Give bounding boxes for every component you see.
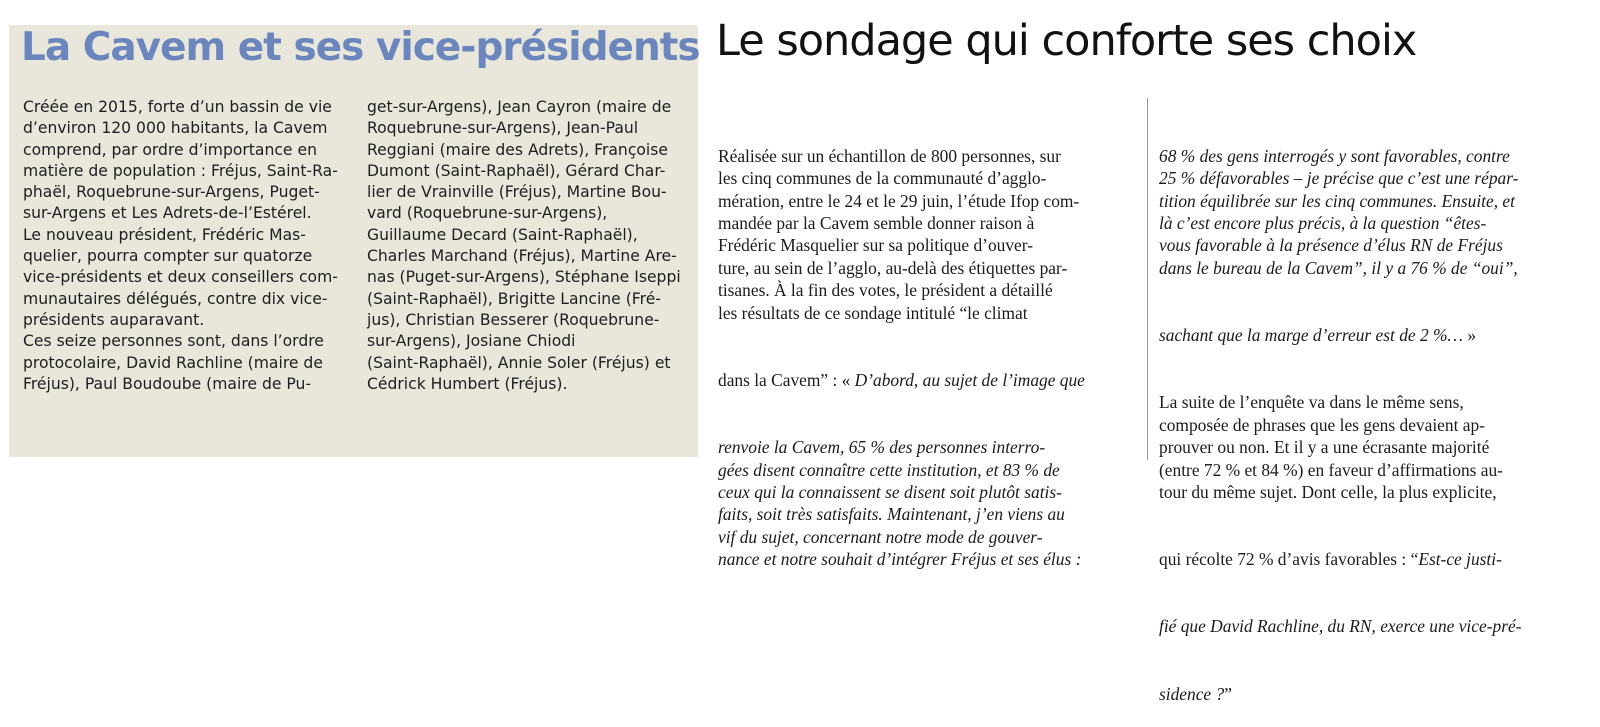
text-line: lier de Vrainville (Fréjus), Martine Bou-	[367, 183, 667, 202]
text-line: 68 % des gens interrogés y sont favorables, contre	[1159, 145, 1510, 166]
text-line: Ces seize personnes sont, dans l’ordre	[23, 332, 324, 351]
article-col2-quote	[1159, 145, 1521, 279]
text-line: présidents auparavant.	[23, 310, 205, 329]
text-line: Guillaume Decard (Saint-Raphaël),	[367, 225, 638, 244]
text-line: fié que David Rachline, du RN, exerce une vice-pré-	[1159, 616, 1522, 637]
text-line: Réalisée sur un échantillon de 800 personnes, sur	[718, 145, 1061, 166]
text-line: Dumont (Saint-Raphaël), Gérard Char-	[367, 161, 666, 180]
text-line: Créée en 2015, forte d’un bassin de vie	[23, 98, 332, 116]
article-col2-question-start	[1159, 548, 1521, 570]
question-closing: sidence ?	[1159, 683, 1225, 704]
text-line: (entre 72 % et 84 %) en faveur d’affirmations au-	[1159, 459, 1503, 480]
article-title: Le sondage qui conforte ses choix	[716, 16, 1417, 66]
sidebar-title: La Cavem et ses vice-présidents	[21, 25, 700, 70]
text-line: vous favorable à la présence d’élus RN de Fréjus	[1159, 235, 1503, 256]
text-line: tour du même sujet. Dont celle, la plus explicite,	[1159, 481, 1497, 502]
text-line: quelier, pourra compter sur quatorze	[23, 247, 313, 266]
text-line: (Saint-Raphaël), Brigitte Lancine (Fré-	[367, 289, 661, 308]
text-line: Roquebrune-sur-Argens), Jean-Paul	[367, 119, 639, 138]
text-line: vard (Roquebrune-sur-Argens),	[367, 204, 608, 223]
question-lead-in: qui récolte 72 % d’avis favorables : “	[1159, 549, 1419, 570]
text-line: sur-Argens), Josiane Chiodi	[367, 332, 576, 351]
text-line: La suite de l’enquête va dans le même sens,	[1159, 392, 1464, 413]
text-line: les cinq communes de la communauté d’agglo-	[718, 168, 1047, 189]
quote-opening: D’abord, au sujet de l’image que	[854, 369, 1085, 390]
text-line: comprend, par ordre d’importance en	[23, 140, 317, 159]
text-line: tisanes. À la fin des votes, le président a détaillé	[718, 280, 1053, 301]
text-line: nas (Puget-sur-Argens), Stéphane Iseppi	[367, 268, 681, 287]
text-line: sur-Argens et Les Adrets-de-l’Estérel.	[23, 204, 312, 223]
text-line: gées disent connaître cette institution, et 83 % de	[718, 459, 1060, 480]
article-col2-question-end	[1159, 683, 1521, 705]
article-col2-body	[1159, 391, 1521, 503]
text-line: protocolaire, David Rachline (maire de	[23, 353, 323, 372]
text-line: prouver ou non. Et il y a une écrasante majorité	[1159, 437, 1490, 458]
article-col1-quote	[718, 436, 1085, 570]
text-line: Cédrick Humbert (Fréjus).	[367, 374, 568, 393]
text-line: mandée par la Cavem semble donner raison à	[718, 213, 1035, 234]
text-line: ceux qui la connaissent se disent soit plutôt satis-	[718, 481, 1062, 502]
text-line: matière de population : Fréjus, Saint-Ra-	[23, 161, 338, 180]
text-line: (Saint-Raphaël), Annie Soler (Fréjus) et	[367, 353, 671, 372]
text-line: ture, au sein de l’agglo, au-delà des étiquettes par-	[718, 257, 1068, 278]
quote-lead-in: dans la Cavem” : «	[718, 369, 855, 390]
article-column-2	[1159, 100, 1521, 727]
article-col1-intro	[718, 145, 1085, 324]
text-line: là c’est encore plus précis, à la question “êtes-	[1159, 213, 1487, 234]
text-line: Fréjus), Paul Boudoube (maire de Pu-	[23, 374, 312, 393]
sidebar-column-1	[23, 97, 338, 395]
sidebar-column-2	[367, 97, 681, 395]
article-column-1	[718, 100, 1085, 593]
text-line: mération, entre le 24 et le 29 juin, l’étude Ifop com-	[718, 190, 1080, 211]
text-line: vice-présidents et deux conseillers com-	[23, 268, 338, 287]
text-line: phaël, Roquebrune-sur-Argens, Puget-	[23, 183, 320, 202]
text-line: d’environ 120 000 habitants, la Cavem	[23, 119, 328, 138]
text-line: vif du sujet, concernant notre mode de gouver-	[718, 526, 1043, 547]
column-divider	[1147, 98, 1148, 460]
text-line: Le nouveau président, Frédéric Mas-	[23, 225, 306, 244]
text-line: composée de phrases que les gens devaient ap-	[1159, 414, 1485, 435]
article-col2-question	[1159, 615, 1521, 637]
text-line: Reggiani (maire des Adrets), Françoise	[367, 140, 668, 159]
text-line: dans le bureau de la Cavem”, il y a 76 % de “oui”,	[1159, 257, 1518, 278]
text-line: nance et notre souhait d’intégrer Fréjus et ses élus :	[718, 549, 1082, 570]
text-line: jus), Christian Besserer (Roquebrune-	[367, 310, 660, 329]
article-col1-quote-start	[718, 369, 1085, 391]
text-line: tition équilibrée sur les cinq communes. Ensuite, et	[1159, 190, 1515, 211]
text-line: 25 % défavorables – je précise que c’est une répar-	[1159, 168, 1519, 189]
text-line: get-sur-Argens), Jean Cayron (maire de	[367, 98, 672, 116]
question-opening: Est-ce justi-	[1418, 549, 1502, 570]
text-line: munautaires délégués, contre dix vice-	[23, 289, 328, 308]
text-line: Charles Marchand (Fréjus), Martine Are-	[367, 247, 677, 266]
text-line: renvoie la Cavem, 65 % des personnes interro-	[718, 437, 1046, 458]
closing-quote-mark: ”	[1224, 683, 1232, 704]
quote-closing: sachant que la marge d’erreur est de 2 %…	[1159, 325, 1463, 346]
quote-mark: »	[1462, 325, 1477, 346]
text-line: Frédéric Masquelier sur sa politique d’ouver-	[718, 235, 1034, 256]
article-col2-quote-end	[1159, 324, 1521, 346]
text-line: faits, soit très satisfaits. Maintenant, j’en viens au	[718, 504, 1065, 525]
text-line: les résultats de ce sondage intitulé “le climat	[718, 302, 1028, 323]
